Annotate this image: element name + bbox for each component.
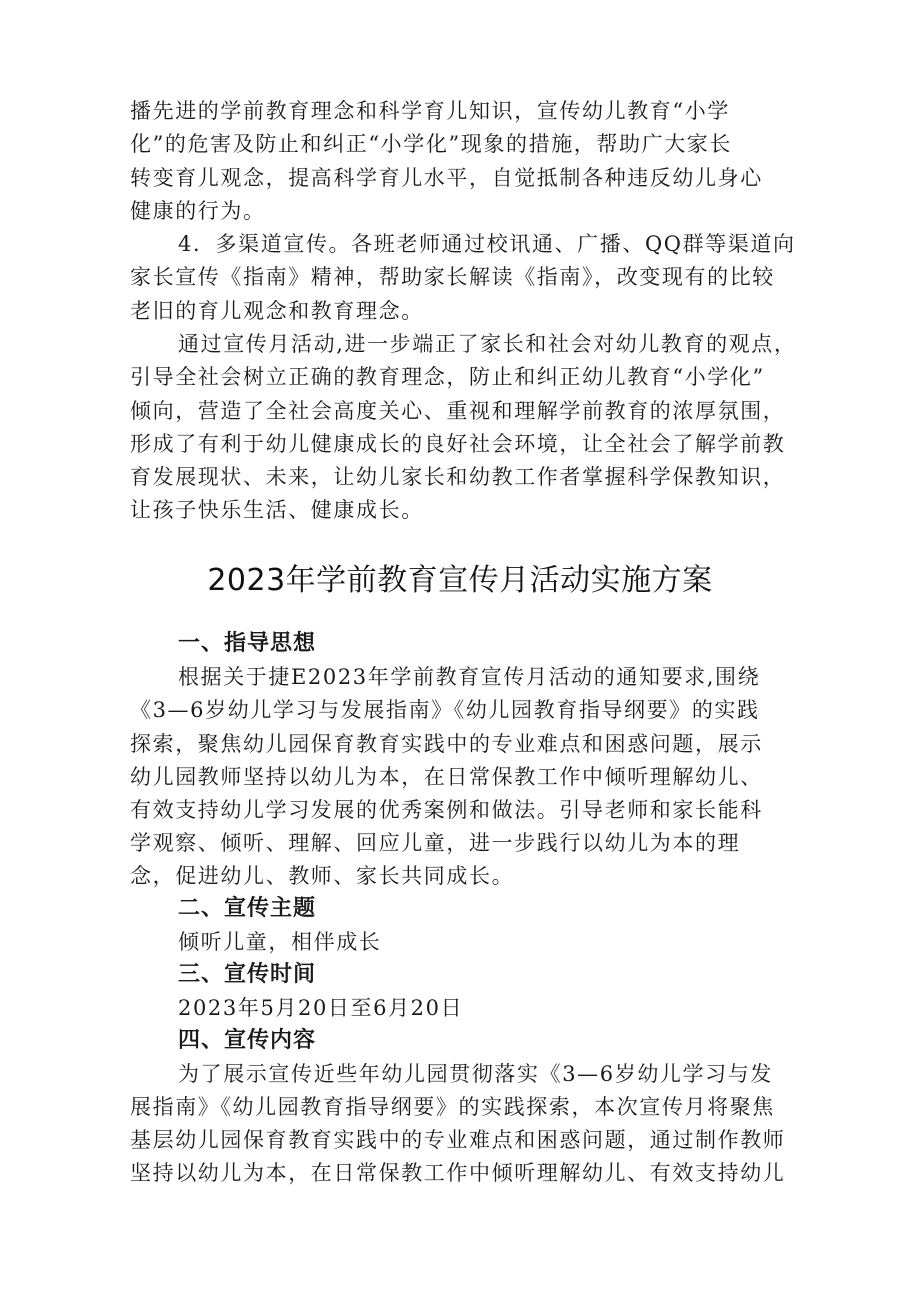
paragraph-line: 育发展现状、未来，让幼儿家长和幼教工作者掌握科学保教知识， <box>130 465 786 489</box>
paragraph-line: 通过宣传月活动,进一步端正了家长和社会对幼儿教育的观点， <box>178 332 797 356</box>
paragraph-line: 根据关于捷E2023年学前教育宣传月活动的通知要求,围绕 <box>178 665 761 689</box>
paragraph-line: 家长宣传《指南》精神，帮助家长解读《指南》，改变现有的比较 <box>130 265 775 289</box>
theme-text: 倾听儿童，相伴成长 <box>178 930 382 954</box>
paragraph-line: 幼儿园教师坚持以幼儿为本，在日常保教工作中倾听理解幼儿、 <box>130 765 763 789</box>
section-heading-content: 四、宣传内容 <box>178 1028 317 1053</box>
paragraph-line: 4．多渠道宣传。各班老师通过校讯通、广播、QQ群等渠道向 <box>178 232 796 256</box>
paragraph-line: 转变育儿观念，提高科学育儿水平，自觉抵制各种违反幼儿身心 <box>130 166 763 190</box>
paragraph-line: 健康的行为。 <box>130 199 266 223</box>
section-heading-guiding: 一、指导思想 <box>178 631 317 656</box>
paragraph-line: 老旧的育儿观念和教育理念。 <box>130 299 424 323</box>
paragraph-line: 让孩子快乐生活、健康成长。 <box>130 498 424 522</box>
paragraph-line: 有效支持幼儿学习发展的优秀案例和做法。引导老师和家长能科 <box>130 798 763 822</box>
paragraph-line: 基层幼儿园保育教育实践中的专业难点和困惑问题，通过制作教师 <box>130 1128 786 1152</box>
time-text: 2023年5月20日至6月20日 <box>178 996 464 1020</box>
paragraph-line: 形成了有利于幼儿健康成长的良好社会环境，让全社会了解学前教 <box>130 432 786 456</box>
paragraph-line: 学观察、倾听、理解、回应儿童，进一步践行以幼儿为本的理 <box>130 831 741 855</box>
paragraph-line: 探索，聚焦幼儿园保育教育实践中的专业难点和困惑问题，展示 <box>130 732 763 756</box>
paragraph-line: 坚持以幼儿为本，在日常保教工作中倾听理解幼儿、有效支持幼儿 <box>130 1161 786 1185</box>
paragraph-line: 化”的危害及防止和纠正“小学化”现象的措施，帮助广大家长 <box>130 132 733 156</box>
document-title: 2023年学前教育宣传月活动实施方案 <box>207 563 713 598</box>
paragraph-line: 为了展示宣传近些年幼儿园贯彻落实《3—6岁幼儿学习与发 <box>178 1062 773 1086</box>
paragraph-line: 念，促进幼儿、教师、家长共同成长。 <box>130 864 515 888</box>
paragraph-line: 展指南》《幼儿园教育指导纲要》的实践探索，本次宣传月将聚焦 <box>130 1095 775 1119</box>
section-heading-time: 三、宣传时间 <box>178 962 317 987</box>
paragraph-line: 倾向，营造了全社会高度关心、重视和理解学前教育的浓厚氛围， <box>130 399 786 423</box>
paragraph-line: 播先进的学前教育理念和科学育儿知识，宣传幼儿教育“小学 <box>130 99 730 123</box>
paragraph-line: 《3—6岁幼儿学习与发展指南》《幼儿园教育指导纲要》的实践 <box>130 698 760 722</box>
paragraph-line: 引导全社会树立正确的教育理念，防止和纠正幼儿教育“小学化” <box>130 365 765 389</box>
section-heading-theme: 二、宣传主题 <box>178 896 317 921</box>
